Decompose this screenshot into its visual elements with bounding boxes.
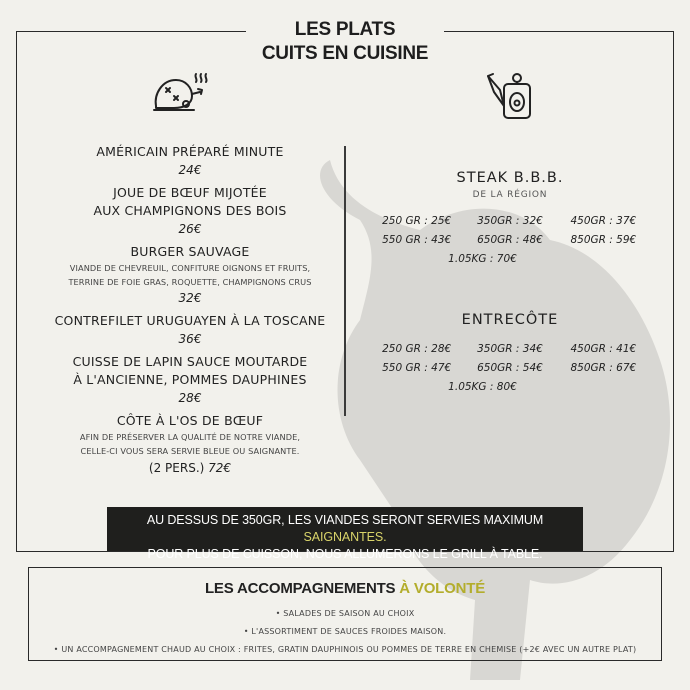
dish-desc-line-2: TERRINE DE FOIE GRAS, ROQUETTE, CHAMPIGNONS CRUS <box>68 277 312 287</box>
dish-list <box>40 143 340 478</box>
cooking-notice-banner <box>107 507 583 561</box>
dish-cote-a-los <box>40 412 340 478</box>
frame-top-left <box>16 31 246 32</box>
dish-joue-de-boeuf <box>40 184 340 238</box>
dish-contrefilet <box>40 312 340 348</box>
price-cell: 450GR : 37€ <box>570 215 637 227</box>
price-cell: 250 GR : 25€ <box>382 215 452 227</box>
dish-name: BURGER SAUVAGE <box>130 244 250 259</box>
dish-name-line-1: CUISSE DE LAPIN SAUCE MOUTARDE <box>72 354 308 369</box>
entrecote-name: ENTRECÔTE <box>461 312 559 328</box>
sides-title <box>29 580 661 597</box>
sides-item: • SALADES DE SAISON AU CHOIX <box>275 609 415 618</box>
price-cell: 650GR : 54€ <box>477 362 543 374</box>
title-line-2: CUITS EN CUISINE <box>261 43 429 64</box>
price-cell: 1.05KG : 80€ <box>448 381 517 393</box>
dish-desc-line-2: CELLE-CI VOUS SERA SERVIE BLEUE OU SAIGNANTE. <box>80 446 300 456</box>
dish-price: 26€ <box>178 222 202 236</box>
price-cell: 350GR : 34€ <box>477 343 543 355</box>
banner-line-1 <box>107 512 583 546</box>
dish-americain <box>40 143 340 179</box>
banner-line-2: POUR PLUS DE CUISSON, NOUS ALLUMERONS LE GRILL À TABLE. <box>147 547 543 561</box>
entrecote-price-grid <box>370 342 650 394</box>
dish-cuisse-de-lapin <box>40 353 340 407</box>
dish-price-row <box>40 458 340 478</box>
dish-name-line-2: AUX CHAMPIGNONS DES BOIS <box>93 203 287 218</box>
title-line-1: LES PLATS <box>294 19 396 40</box>
roast-ham-icon <box>152 70 212 118</box>
banner-text: AU DESSUS DE 350GR, LES VIANDES SERONT SERVIES MAXIMUM <box>146 513 544 527</box>
dish-price: 28€ <box>178 391 202 405</box>
price-cell: 450GR : 41€ <box>570 343 637 355</box>
column-divider <box>344 146 346 416</box>
dish-name: CÔTE À L'OS DE BŒUF <box>116 413 264 428</box>
price-cell: 250 GR : 28€ <box>382 343 452 355</box>
price-cell: 850GR : 67€ <box>570 362 637 374</box>
frame-top-right <box>444 31 673 32</box>
price-cell: 550 GR : 47€ <box>382 362 452 374</box>
banner-highlight: SAIGNANTES. <box>303 530 387 544</box>
sides-title-highlight: À VOLONTÉ <box>395 580 486 597</box>
steak-name: STEAK B.B.B. <box>456 170 564 186</box>
dish-desc-line-1: AFIN DE PRÉSERVER LA QUALITÉ DE NOTRE VIANDE, <box>79 432 301 442</box>
page-title <box>245 18 445 66</box>
dish-price: 36€ <box>178 332 202 346</box>
dish-name: AMÉRICAIN PRÉPARÉ MINUTE <box>96 144 284 159</box>
sides-item: • L'ASSORTIMENT DE SAUCES FROIDES MAISON. <box>243 627 447 636</box>
price-cell: 650GR : 48€ <box>477 234 543 246</box>
dish-burger-sauvage <box>40 243 340 307</box>
dish-name: CONTREFILET URUGUAYEN À LA TOSCANE <box>54 313 326 328</box>
entrecote-section <box>370 312 650 394</box>
dish-desc-line-1: VIANDE DE CHEVREUIL, CONFITURE OIGNONS ET FRUITS, <box>69 263 311 273</box>
dish-price: 32€ <box>178 291 202 305</box>
steak-origin: DE LA RÉGION <box>472 190 548 200</box>
sides-box <box>28 567 662 661</box>
price-cell: 550 GR : 43€ <box>382 234 452 246</box>
dish-name-line-2: À L'ANCIENNE, POMMES DAUPHINES <box>73 372 307 387</box>
steak-price-grid <box>370 214 650 266</box>
price-cell: 1.05KG : 70€ <box>448 253 517 265</box>
dish-price: 72€ <box>208 461 232 475</box>
price-cell: 350GR : 32€ <box>477 215 543 227</box>
dish-persons: (2 PERS.) <box>148 461 205 475</box>
sides-item: • UN ACCOMPAGNEMENT CHAUD AU CHOIX : FRITES, GRATIN DAUPHINOIS OU POMMES DE TERRE EN CHEMISE (+2€ AVEC UN AUTRE PLAT) <box>53 645 637 654</box>
sides-title-text: LES ACCOMPAGNEMENTS <box>204 580 396 597</box>
dish-name-line-1: JOUE DE BŒUF MIJOTÉE <box>113 185 267 200</box>
price-cell: 850GR : 59€ <box>570 234 637 246</box>
dish-price: 24€ <box>178 163 202 177</box>
steak-section <box>370 170 650 266</box>
knife-cutting-board-icon <box>484 70 536 122</box>
